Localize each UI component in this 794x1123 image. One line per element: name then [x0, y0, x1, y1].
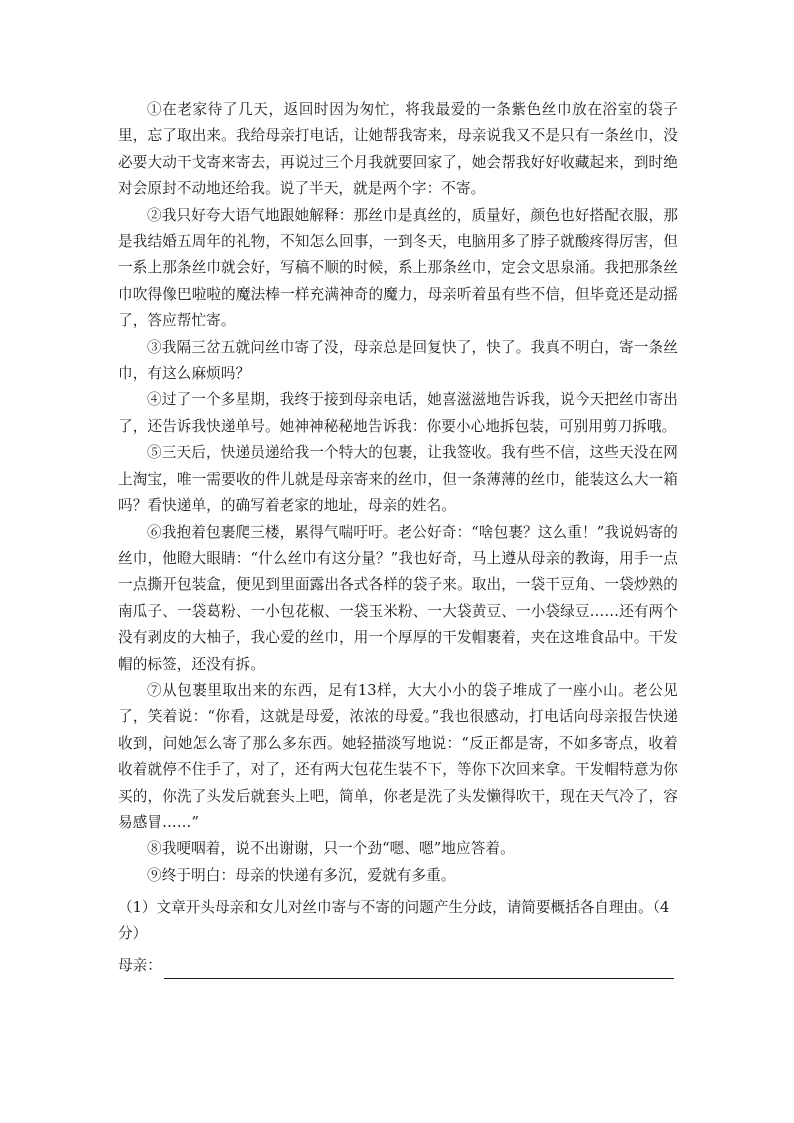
answer-row-mother [118, 953, 678, 979]
answer-label-mother: 母亲： [118, 957, 162, 975]
question-1: （1）文章开头母亲和女儿对丝巾寄与不寄的问题产生分歧，请简要概括各自理由。（4分） [118, 899, 670, 943]
paragraph-8: ⑧我哽咽着，说不出谢谢，只一个劲“嗯、嗯”地应答着。 [147, 840, 515, 858]
document-page [118, 97, 678, 979]
paragraph-7: ⑦从包裹里取出来的东西，足有13样，大大小小的袋子堆成了一座小山。老公见了，笑着说：“你看，这就是母爱，浓浓的母爱。”我也很感动，打电话向母亲报告快递收到，问她怎么寄了那么多东西。她轻描淡写地说：“反正都是寄，不如多寄点，收着收着就停不住手了，对了，还有两大包花生装不下，等你下次回来拿。干发帽特意为你买的，你洗了头发后就套头上吧，简单，你老是洗了头发懒得吹干，现在天气冷了，容易感冒……” [118, 681, 678, 831]
paragraph-1: ①在老家待了几天，返回时因为匆忙，将我最爱的一条紫色丝巾放在浴室的袋子里，忘了取出来。我给母亲打电话，让她帮我寄来，母亲说我又不是只有一条丝巾，没必要大动干戈寄来寄去，再说过三个月我就要回家了，她会帮我好好收藏起来，到时绝对会原封不动地还给我。说了半天，就是两个字：不寄。 [118, 101, 678, 198]
paragraph-2: ②我只好夸大语气地跟她解释：那丝巾是真丝的，质量好，颜色也好搭配衣服，那是我结婚五周年的礼物，不知怎么回事，一到冬天，电脑用多了脖子就酸疼得厉害，但一系上那条丝巾就会好，写稿不顺的时候，系上那条丝巾，定会文思泉涌。我把那条丝巾吹得像巴啦啦的魔法棒一样充满神奇的魔力，母亲听着虽有些不信，但毕竟还是动摇了，答应帮忙寄。 [118, 206, 678, 330]
paragraph-9: ⑨终于明白：母亲的快递有多沉，爱就有多重。 [147, 866, 456, 884]
answer-blank-line[interactable] [164, 960, 674, 979]
paragraph-6: ⑥我抱着包裹爬三楼，累得气喘吁吁。老公好奇：“啥包裹？这么重！”我说妈寄的丝巾，他瞪大眼睛：“什么丝巾有这分量？”我也好奇，马上遵从母亲的教诲，用手一点一点撕开包装盒，便见到里面露出各式各样的袋子来。取出，一袋干豆角、一袋炒熟的南瓜子、一袋葛粉、一小包花椒、一袋玉米粉、一大袋黄豆、一小袋绿豆……还有两个没有剥皮的大柚子，我心爱的丝巾，用一个厚厚的干发帽裹着，夹在这堆食品中。干发帽的标签，还没有拆。 [118, 523, 678, 673]
paragraph-4: ④过了一个多星期，我终于接到母亲电话，她喜滋滋地告诉我，说今天把丝巾寄出了，还告诉我快递单号。她神神秘秘地告诉我：你要小心地拆包装，可别用剪刀拆哦。 [118, 391, 678, 435]
paragraph-3: ③我隔三岔五就问丝巾寄了没，母亲总是回复快了，快了。我真不明白，寄一条丝巾，有这么麻烦吗？ [118, 338, 678, 383]
paragraph-5: ⑤三天后，快递员递给我一个特大的包裹，让我签收。我有些不信，这些天没在网上淘宝，唯一需要收的件儿就是母亲寄来的丝巾，但一条薄薄的丝巾，能装这么大一箱吗？看快递单，的确写着老家的地址，母亲的姓名。 [118, 444, 678, 515]
